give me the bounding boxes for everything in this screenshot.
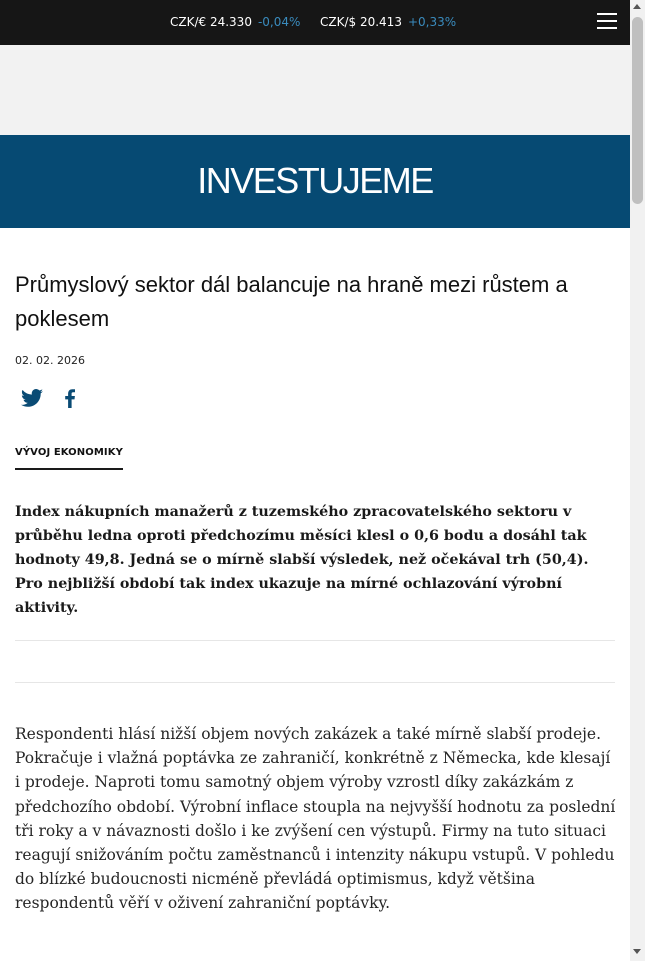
menu-line: [597, 20, 617, 22]
divider: [15, 682, 615, 683]
twitter-icon[interactable]: [20, 386, 44, 410]
brand-band: [0, 135, 630, 228]
ticker-eur[interactable]: [170, 15, 300, 30]
article-date: 02. 02. 2026: [15, 354, 85, 367]
menu-line: [597, 13, 617, 15]
divider: [15, 640, 615, 641]
ticker-eur-change: -0,04%: [257, 15, 301, 29]
vertical-scrollbar[interactable]: [630, 0, 645, 961]
article-title: Průmyslový sektor dál balancuje na hraně mezi růstem a poklesem: [15, 272, 568, 331]
ad-placeholder: [0, 45, 630, 135]
facebook-icon-glyph: [58, 386, 82, 410]
twitter-icon-glyph: [20, 386, 44, 410]
category-link[interactable]: VÝVOJ EKONOMIKY: [15, 446, 123, 470]
site-logo[interactable]: INVESTUJEME: [197, 160, 433, 201]
scrollbar-thumb[interactable]: [632, 17, 643, 204]
article-paragraph: Respondenti hlásí nižší objem nových zakázek a také mírně slabší prodeje. Pokračuje i vlažná poptávka ze zahraničí, konkrétně z Německa, kde klesají i prodeje. Naproti tomu samotný objem výroby vzrostl díky zakázkám z předchozího období. Výrobní inflace stoupla na nejvyšší hodnotu za poslední tři roky a v návaznosti došlo i ke zvýšení cen výstupů. Firmy na tuto situaci reagují snižováním počtu zaměstnanců i intenzity nákupu vstupů. V pohledu do blízké budoucnosti nicméně převládá optimismus, když většina respondentů věří v oživení zahraniční poptávky.: [15, 725, 616, 913]
ticker-usd-change: +0,33%: [407, 15, 457, 29]
ticker-usd[interactable]: [320, 15, 456, 30]
article-perex: Index nákupních manažerů z tuzemského zpracovatelského sektoru v průběhu ledna oproti předchozímu měsíci klesl o 0,6 bodu a dosáhl tak hodnoty 49,8. Jedná se o mírně slabší výsledek, než očekával trh (50,4). Pro nejbližší období tak index ukazuje na mírné ochlazování výrobní aktivity.: [15, 504, 589, 616]
scroll-up-arrow-icon[interactable]: [633, 4, 641, 9]
facebook-icon[interactable]: [58, 386, 82, 410]
scroll-down-arrow-icon[interactable]: [633, 949, 641, 954]
ticker-eur-rate: CZK/€ 24.330: [170, 15, 252, 29]
hamburger-icon[interactable]: [597, 13, 617, 31]
ticker-usd-rate: CZK/$ 20.413: [320, 15, 402, 29]
currency-ticker-bar: [0, 0, 630, 45]
menu-line: [597, 27, 617, 29]
